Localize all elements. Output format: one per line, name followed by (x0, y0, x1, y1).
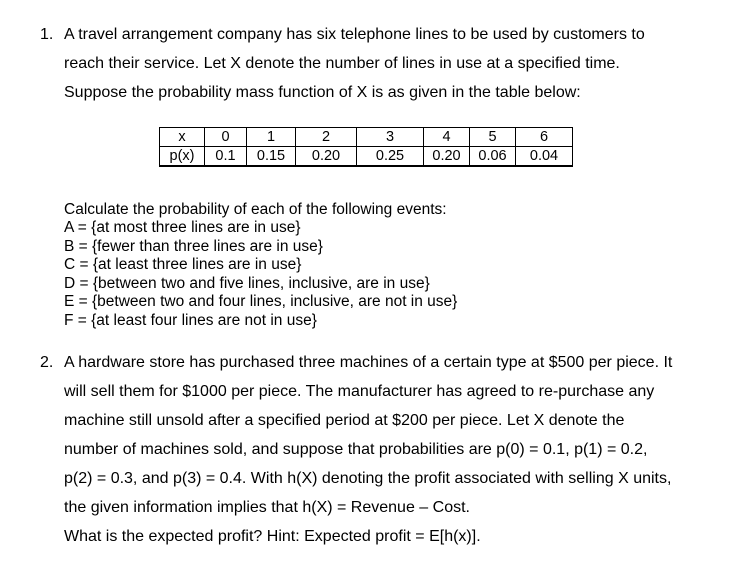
pmf-x-value: 3 (357, 128, 424, 147)
text-line: A travel arrangement company has six telephone lines to be used by customers to (64, 26, 645, 43)
text-line: Suppose the probability mass function of X is as given in the table below: (64, 84, 581, 101)
event-item: D = {between two and five lines, inclusive, are in use} (64, 274, 430, 292)
event-item: F = {at least four lines are not in use} (64, 311, 317, 329)
pmf-p-value: 0.1 (205, 147, 247, 167)
pmf-table (159, 127, 573, 167)
event-item: B = {fewer than three lines are in use} (64, 237, 323, 255)
pmf-p-header: p(x) (160, 147, 205, 167)
event-item: C = {at least three lines are in use} (64, 256, 302, 274)
event-item: A = {at most three lines are in use} (64, 219, 301, 236)
text-line: p(2) = 0.3, and p(3) = 0.4. With h(X) denoting the profit associated with selling X units, (64, 470, 672, 487)
text-line: reach their service. Let X denote the number of lines in use at a specified time. (64, 55, 620, 72)
text-line: will sell them for $1000 per piece. The manufacturer has agreed to re-purchase any (64, 383, 655, 400)
pmf-x-value: 6 (516, 128, 573, 147)
pmf-x-value: 2 (296, 128, 357, 147)
pmf-x-row (160, 128, 573, 147)
question-text (64, 350, 714, 553)
pmf-p-row (160, 147, 573, 167)
event-item: E = {between two and four lines, inclusive, are not in use} (64, 293, 458, 311)
question-number: 2. (40, 354, 54, 371)
pmf-x-value: 0 (205, 128, 247, 147)
pmf-p-value: 0.25 (357, 147, 424, 167)
pmf-p-value: 0.06 (470, 147, 516, 167)
text-line: A hardware store has purchased three machines of a certain type at $500 per piece. It (64, 354, 673, 371)
events-intro: Calculate the probability of each of the following events: (64, 201, 447, 218)
events-list (64, 200, 457, 331)
text-line: number of machines sold, and suppose that probabilities are p(0) = 0.1, p(1) = 0.2, (64, 441, 648, 458)
pmf-x-value: 5 (470, 128, 516, 147)
pmf-x-header: x (160, 128, 205, 147)
question-text (64, 22, 714, 109)
pmf-p-value: 0.15 (247, 147, 296, 167)
pmf-p-value: 0.20 (424, 147, 470, 167)
text-line: machine still unsold after a specified period at $200 per piece. Let X denote the (64, 412, 625, 429)
pmf-x-value: 1 (247, 128, 296, 147)
pmf-x-value: 4 (424, 128, 470, 147)
pmf-p-value: 0.20 (296, 147, 357, 167)
text-line: What is the expected profit? Hint: Expected profit = E[h(x)]. (64, 528, 481, 545)
pmf-p-value: 0.04 (516, 147, 573, 167)
question-number: 1. (40, 26, 54, 43)
text-line: the given information implies that h(X) = Revenue – Cost. (64, 499, 470, 516)
